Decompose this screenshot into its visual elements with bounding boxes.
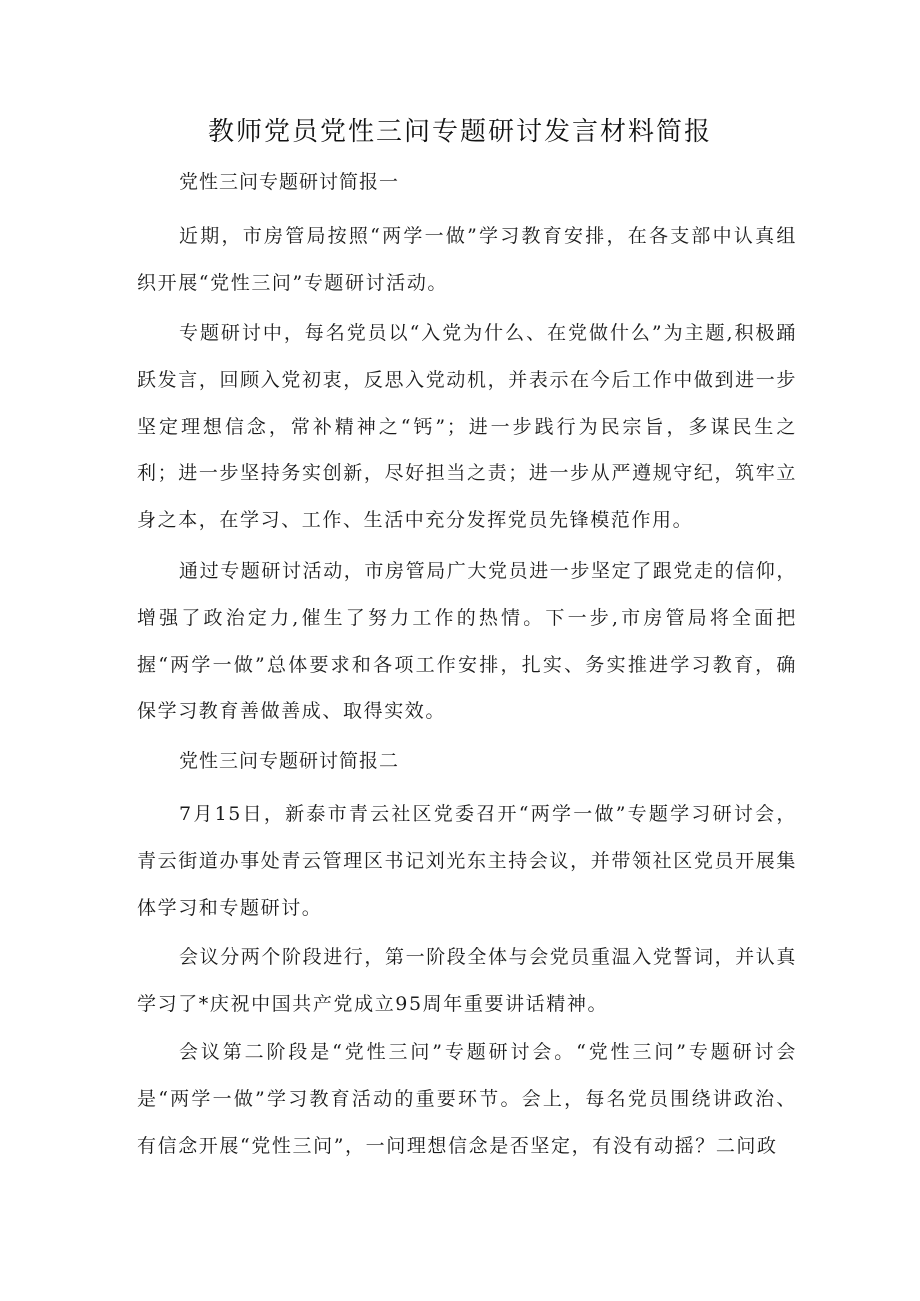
section-2-paragraph-3: 会议第二阶段是“党性三问”专题研讨会。“党性三问”专题研讨会是“两学一做”学习教育活动的重要环节。会上，每名党员围绕讲政治、有信念开展“党性三问”，一问理想信念是否坚定，有没有动摇？二问政 (137, 1041, 797, 1157)
section-2-paragraph-1: 7月15日，新泰市青云社区党委召开“两学一做”专题学习研讨会，青云街道办事处青云管理区书记刘光东主持会议，并带领社区党员开展集体学习和专题研讨。 (137, 803, 797, 919)
section-2-paragraph-2: 会议分两个阶段进行，第一阶段全体与会党员重温入党誓词，并认真学习了*庆祝中国共产党成立95周年重要讲话精神。 (137, 946, 798, 1015)
document-title: 教师党员党性三问专题研讨发言材料简报 (207, 117, 712, 147)
section-1-heading: 党性三问专题研讨简报一 (179, 171, 400, 193)
section-1-paragraph-2: 专题研讨中，每名党员以“入党为什么、在党做什么”为主题,积极踊跃发言，回顾入党初衷，反思入党动机，并表示在今后工作中做到进一步坚定理想信念，常补精神之“钙”；进一步践行为民宗旨，多谋民生之利；进一步坚持务实创新，尽好担当之责；进一步从严遵规守纪，筑牢立身之本，在学习、工作、生活中充分发挥党员先锋模范作用。 (137, 322, 797, 532)
section-1-paragraph-1: 近期，市房管局按照“两学一做”学习教育安排，在各支部中认真组织开展“党性三问”专题研讨活动。 (137, 225, 797, 294)
section-2-heading: 党性三问专题研讨简报二 (179, 750, 400, 772)
section-1-paragraph-3: 通过专题研讨活动，市房管局广大党员进一步坚定了跟党走的信仰，增强了政治定力,催生了努力工作的热情。下一步,市房管局将全面把握“两学一做”总体要求和各项工作安排，扎实、务实推进学习教育，确保学习教育善做善成、取得实效。 (137, 560, 798, 723)
